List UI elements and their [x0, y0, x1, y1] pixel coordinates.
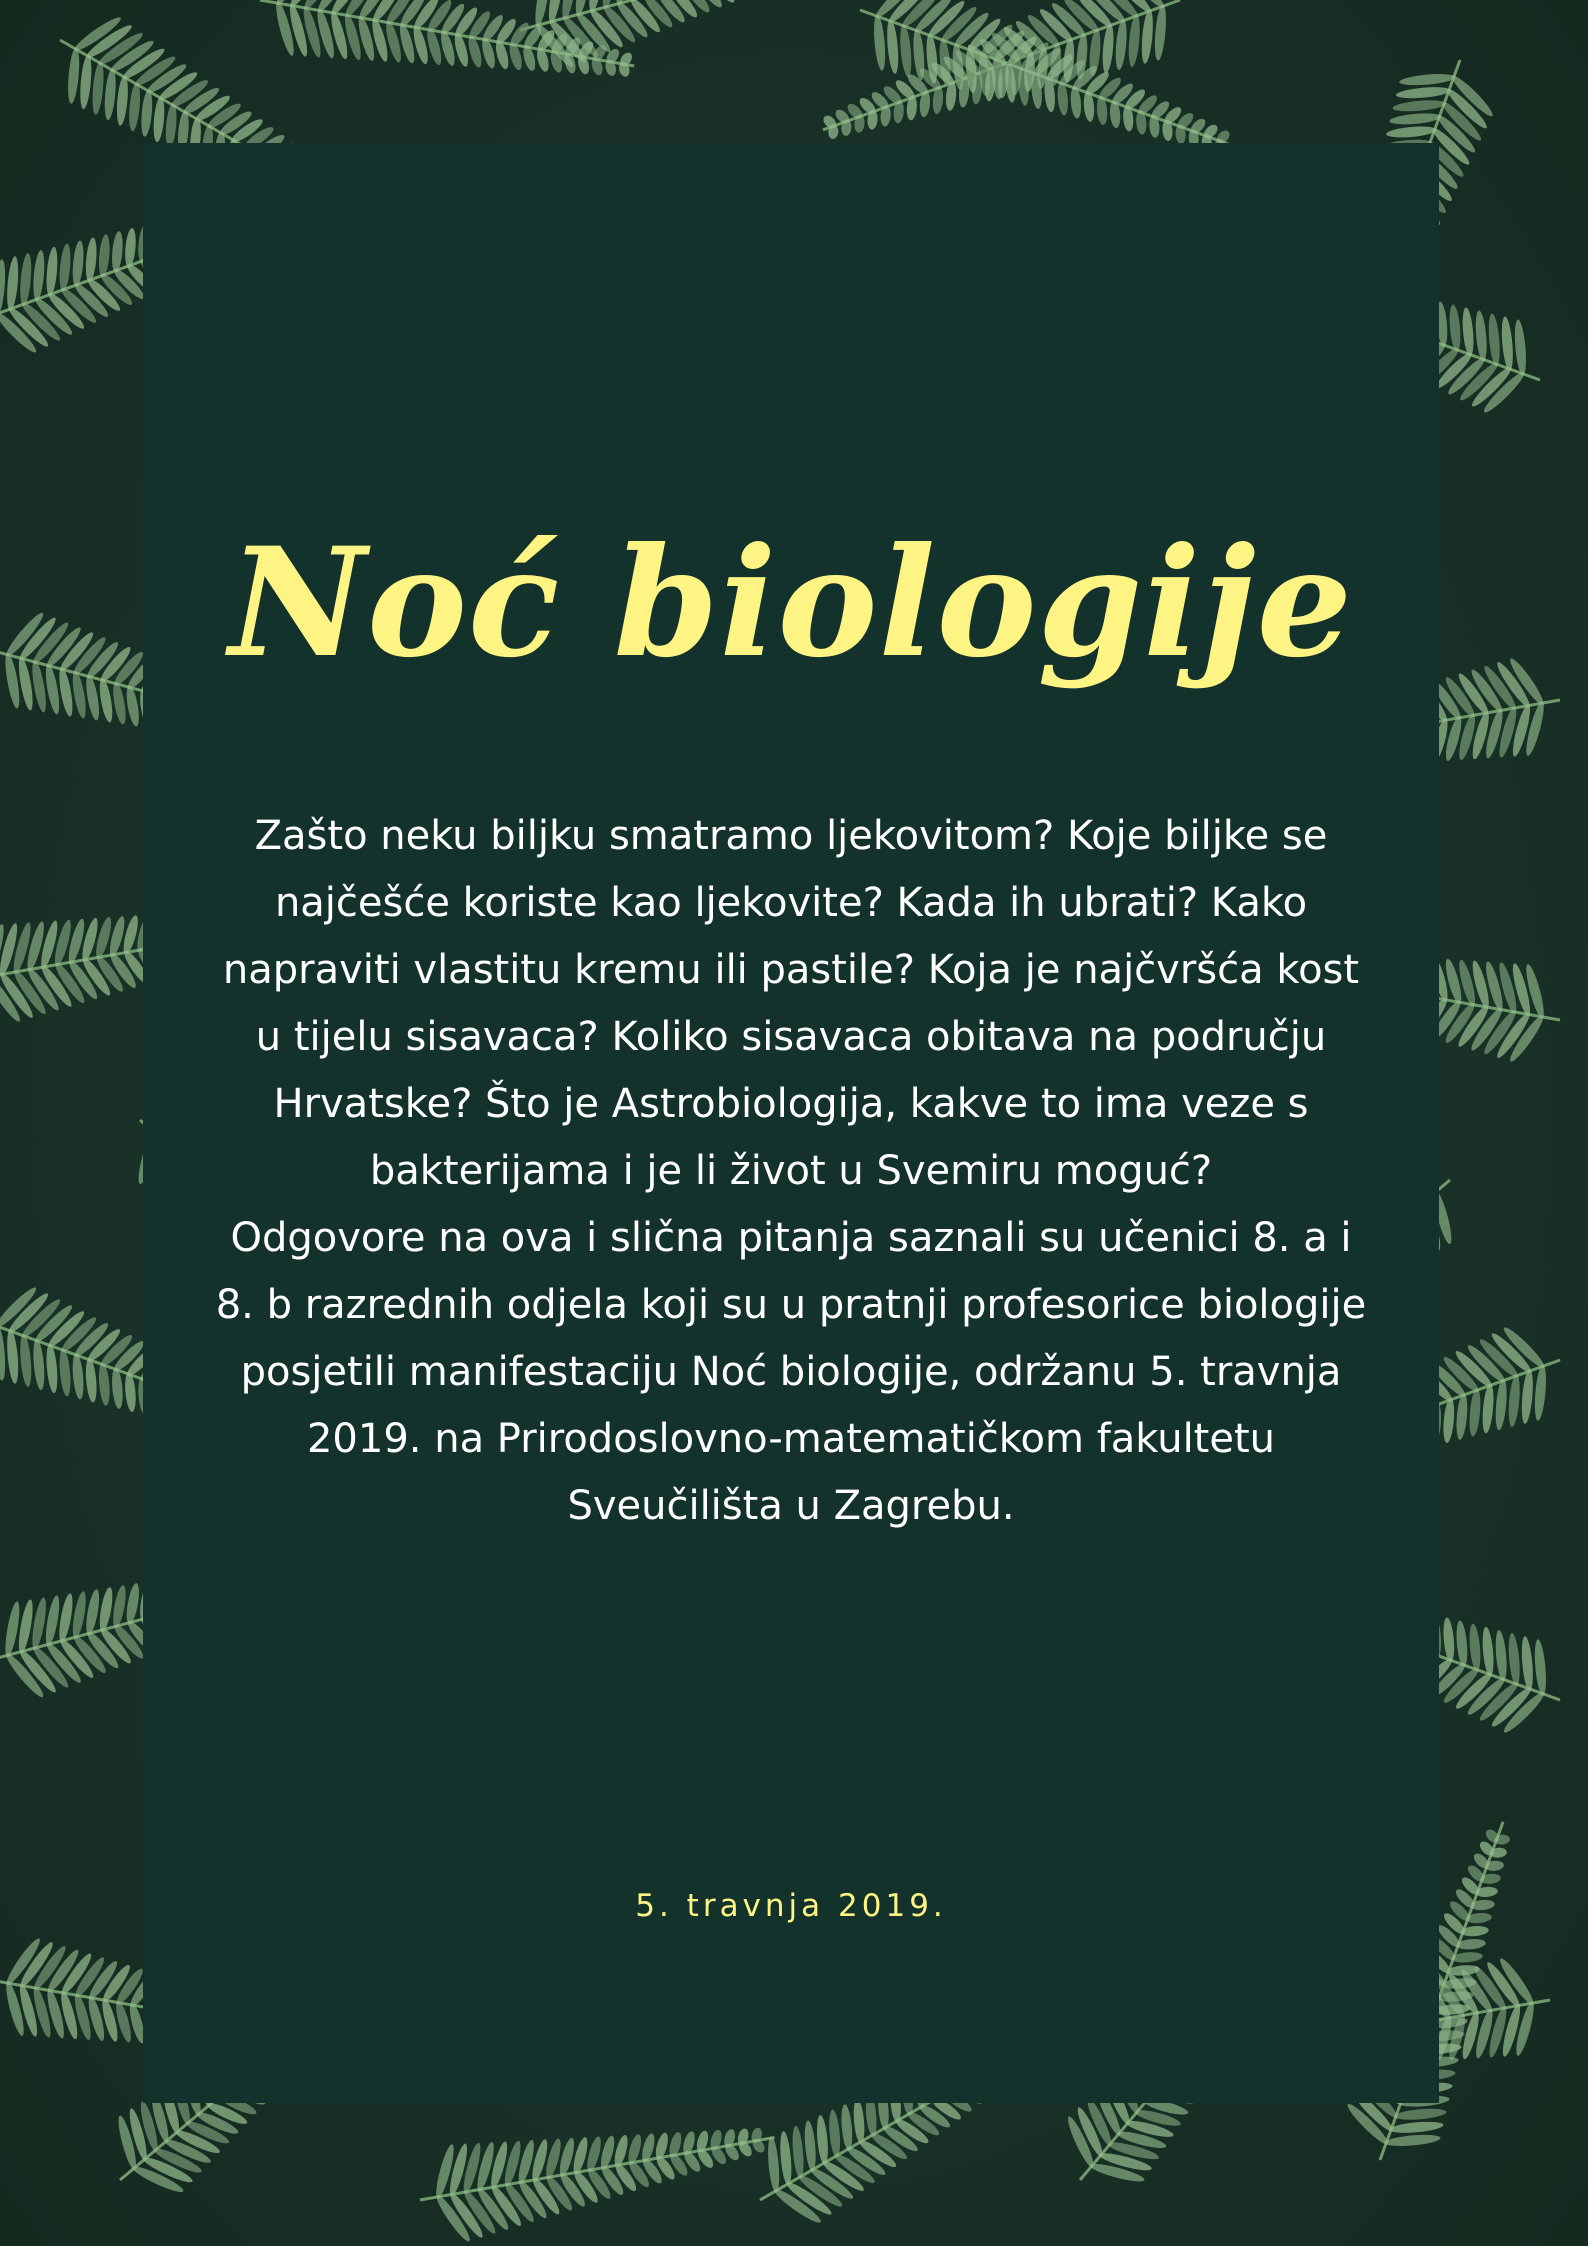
body-paragraph-questions: Zašto neku biljku smatramo ljekovitom? Koje biljke se najčešće koriste kao ljekovite? Kada ih ubrati? Kako napraviti vlastitu kremu ili pastile? Koja je najčvršća kost u tijelu sisavaca? Koliko sisavaca obitava na području Hrvatske? Što je Astrobiologija, kakve to ima veze s bakterijama i je li život u Svemiru moguć? — [222, 813, 1360, 1194]
event-date: 5. travnja 2019. — [635, 1888, 947, 1924]
poster-title: Noć biologije — [228, 515, 1354, 691]
content-panel — [143, 143, 1439, 2103]
body-paragraph-event: Odgovore na ova i slična pitanja saznali su učenici 8. a i 8. b razrednih odjela koji su u pratnji profesorice biologije posjetili manifestaciju Noć biologije, održanu 5. travnja 2019. na Prirodoslovno-matematičkom fakultetu Sveučilišta u Zagrebu. — [215, 1215, 1367, 1529]
poster-body — [213, 803, 1369, 1540]
